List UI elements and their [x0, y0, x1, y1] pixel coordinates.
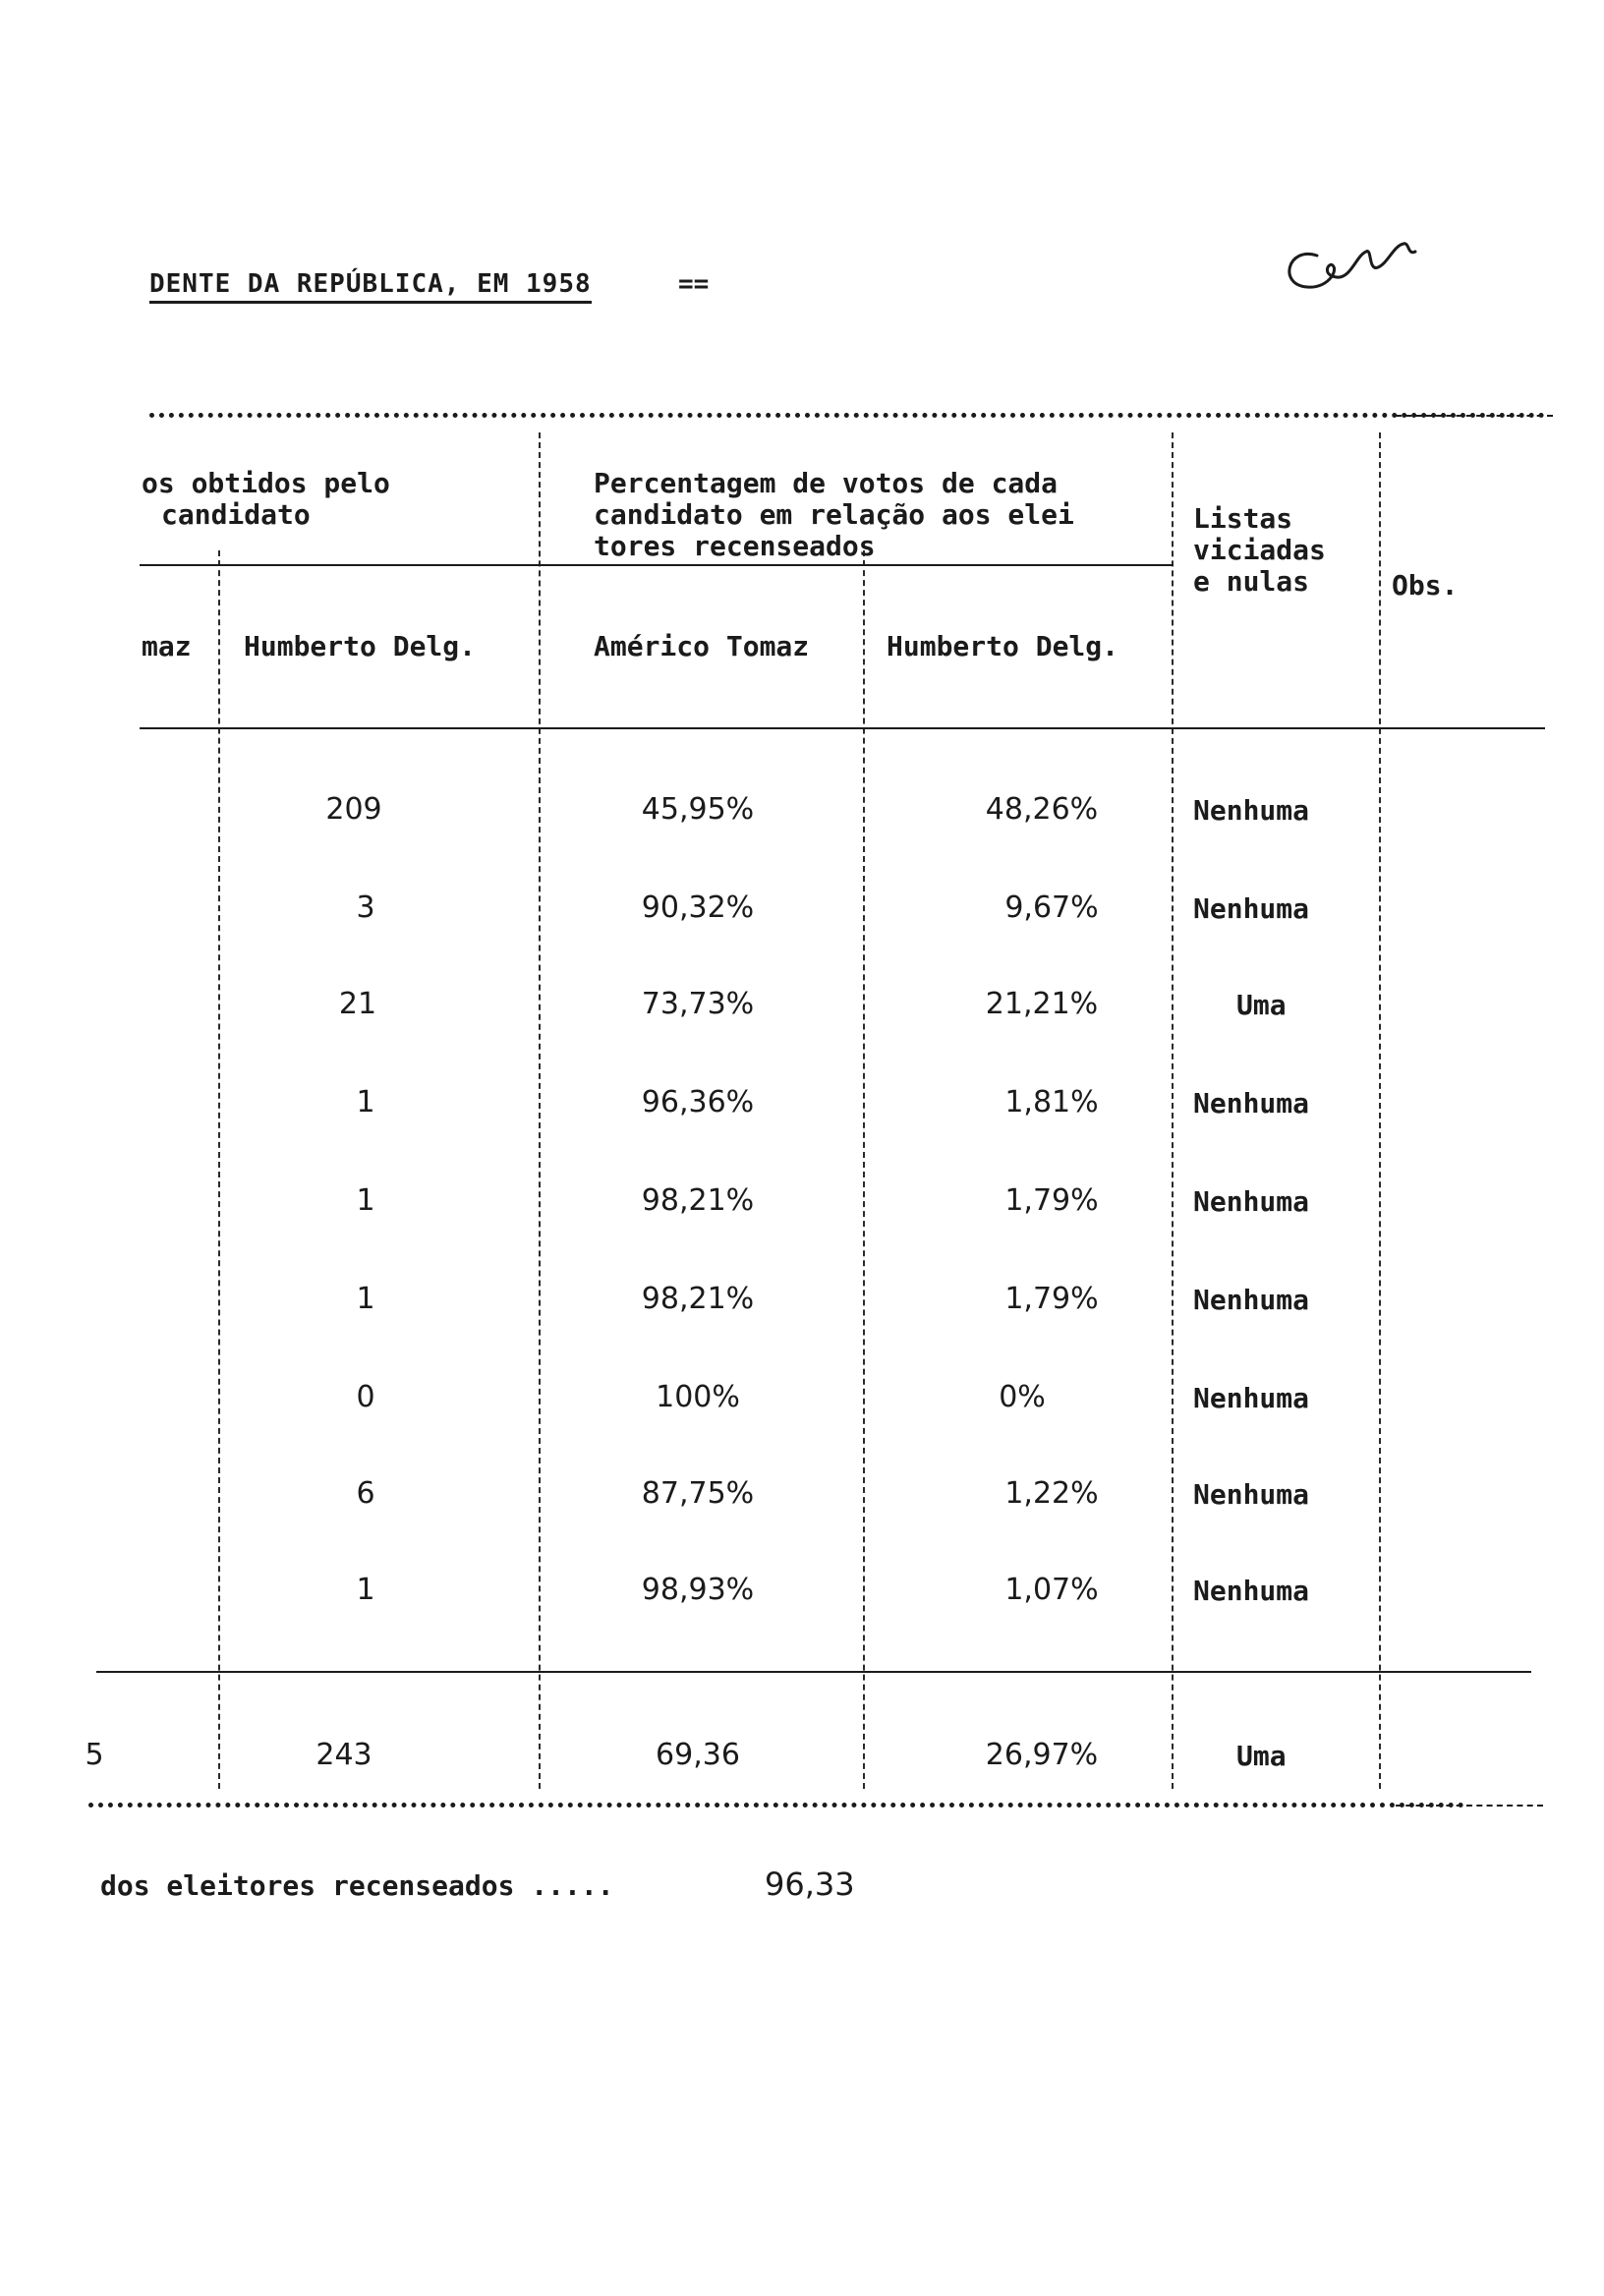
delgado-votes-cell: 209 [325, 792, 382, 827]
table-top-border-right [1396, 415, 1553, 417]
group-header-underline [140, 564, 1174, 566]
pct-delgado-cell: 1,79% [1004, 1183, 1099, 1218]
listas-cell: Nenhuma [1193, 1087, 1310, 1119]
listas-cell: Nenhuma [1193, 1575, 1310, 1607]
header-votes-line1: os obtidos pelo [142, 467, 390, 499]
pct-tomaz-cell: 96,36% [641, 1085, 755, 1119]
page-title: DENTE DA REPÚBLICA, EM 1958 [149, 269, 592, 304]
header-listas-line3: e nulas [1193, 565, 1310, 598]
total-pct-delgado: 26,97% [985, 1738, 1099, 1772]
totals-top-border [96, 1671, 1531, 1673]
subheader-underline [140, 727, 1545, 729]
col-sep-1 [218, 550, 220, 1789]
delgado-votes-cell: 1 [356, 1573, 375, 1607]
header-obs: Obs. [1392, 569, 1459, 602]
delgado-votes-cell: 1 [356, 1282, 375, 1316]
pct-tomaz-cell: 87,75% [641, 1476, 755, 1511]
delgado-votes-cell: 1 [356, 1183, 375, 1218]
footer-label: dos eleitores recenseados ..... [100, 1869, 614, 1902]
pct-tomaz-cell: 98,21% [641, 1282, 755, 1316]
table-bottom-border [88, 1803, 1464, 1808]
pct-tomaz-cell: 90,32% [641, 890, 755, 925]
total-listas: Uma [1236, 1740, 1287, 1772]
pct-delgado-cell: 0% [999, 1380, 1046, 1414]
col-sep-3 [863, 550, 865, 1789]
delgado-votes-cell: 3 [356, 890, 375, 925]
listas-cell: Nenhuma [1193, 1382, 1310, 1414]
listas-cell: Uma [1236, 989, 1287, 1021]
listas-cell: Nenhuma [1193, 892, 1310, 925]
delgado-votes-cell: 1 [356, 1085, 375, 1119]
handwritten-signature [1278, 226, 1425, 305]
listas-cell: Nenhuma [1193, 1478, 1310, 1511]
col-sep-5 [1379, 432, 1381, 1789]
total-delgado-votes: 243 [315, 1738, 372, 1772]
subheader-pct-delgado: Humberto Delg. [887, 630, 1119, 662]
pct-tomaz-cell: 98,93% [641, 1573, 755, 1607]
header-percentage-line1: Percentagem de votos de cada [594, 467, 1059, 499]
subheader-tomaz-votes: maz [142, 630, 192, 662]
pct-delgado-cell: 9,67% [1004, 890, 1099, 925]
pct-tomaz-cell: 73,73% [641, 987, 755, 1021]
subheader-delgado-votes: Humberto Delg. [244, 630, 477, 662]
footer-value: 96,33 [765, 1866, 855, 1903]
pct-tomaz-cell: 100% [656, 1380, 740, 1414]
header-votes-line2: candidato [161, 498, 311, 531]
col-sep-4 [1172, 432, 1174, 1789]
pct-tomaz-cell: 45,95% [641, 792, 755, 827]
delgado-votes-cell: 0 [356, 1380, 375, 1414]
col-sep-2 [539, 432, 541, 1789]
listas-cell: Nenhuma [1193, 1185, 1310, 1218]
title-suffix: == [678, 269, 710, 299]
delgado-votes-cell: 21 [338, 987, 377, 1021]
table-bottom-border-right [1396, 1805, 1543, 1807]
header-listas-line2: viciadas [1193, 534, 1326, 566]
listas-cell: Nenhuma [1193, 794, 1310, 827]
pct-tomaz-cell: 98,21% [641, 1183, 755, 1218]
pct-delgado-cell: 1,22% [1004, 1476, 1099, 1511]
table-top-border [149, 413, 1545, 418]
listas-cell: Nenhuma [1193, 1284, 1310, 1316]
subheader-pct-tomaz: Américo Tomaz [594, 630, 810, 662]
pct-delgado-cell: 1,81% [1004, 1085, 1099, 1119]
total-tomaz-votes-partial: 5 [85, 1738, 104, 1772]
header-listas-line1: Listas [1193, 502, 1293, 535]
pct-delgado-cell: 48,26% [985, 792, 1099, 827]
pct-delgado-cell: 21,21% [985, 987, 1099, 1021]
header-percentage-line3: tores recenseados [594, 530, 876, 562]
pct-delgado-cell: 1,79% [1004, 1282, 1099, 1316]
total-pct-tomaz: 69,36 [656, 1738, 740, 1772]
header-percentage-line2: candidato em relação aos elei [594, 498, 1074, 531]
pct-delgado-cell: 1,07% [1004, 1573, 1099, 1607]
delgado-votes-cell: 6 [356, 1476, 375, 1511]
